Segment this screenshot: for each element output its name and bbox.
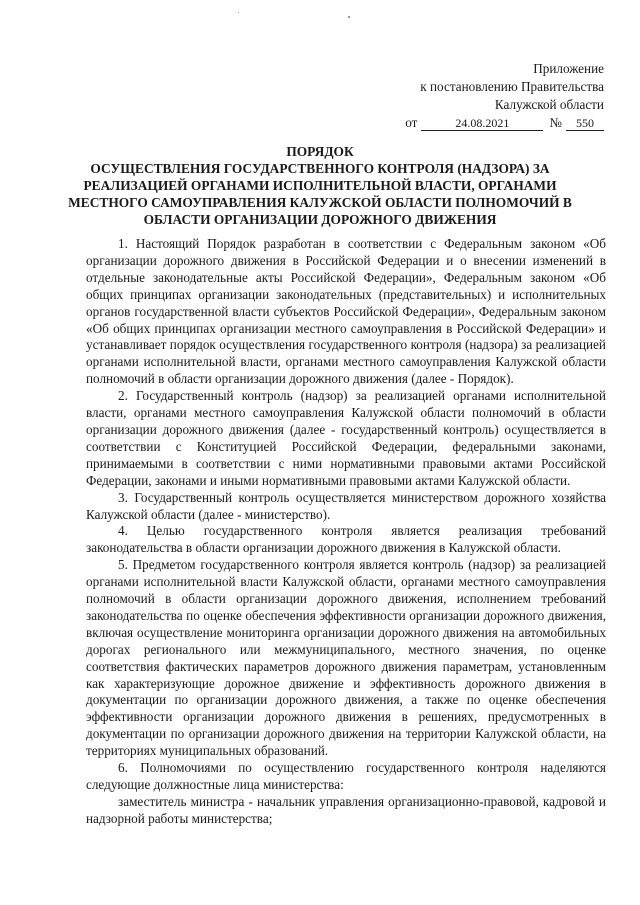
scan-speck [238,12,239,13]
document-title [40,143,600,228]
paragraph-6-item: заместитель министра - начальник управления организационно-правовой, кадровой и надзорной работы министерства; [86,793,606,826]
title-line: РЕАЛИЗАЦИЕЙ ОРГАНАМИ ИСПОЛНИТЕЛЬНОЙ ВЛАСТИ, ОРГАНАМИ [83,178,557,193]
from-label: от [405,115,418,130]
paragraph-4: 4. Целью государственного контроля является реализация требований законодательства в области организации дорожного движения в Калужской области. [86,523,606,556]
title-line: ОСУЩЕСТВЛЕНИЯ ГОСУДАРСТВЕННОГО КОНТРОЛЯ (НАДЗОРА) ЗА [90,161,550,176]
title-line: ПОРЯДОК [286,144,354,159]
annex-region: Калужской области [494,97,604,112]
scan-speck [348,16,350,18]
annex-title: Приложение [533,61,604,76]
resolution-number: 550 [566,116,604,131]
resolution-date: 24.08.2021 [421,116,543,131]
annex-reference: к постановлению Правительства [420,79,604,94]
paragraph-6: 6. Полномочиями по осуществлению государственного контроля наделяются следующие должностные лица министерства: [86,760,606,792]
annex-header [344,60,604,132]
paragraph-1: 1. Настоящий Порядок разработан в соответствии с Федеральным законом «Об организации дорожного движения в Российской Федерации и о внесении изменений в отдельные законодательные акты Российской Федерации», Федеральным законом «Об общих принципах организации законодательных (представительных) и исполнительных органов государственной власти субъектов Российской Федерации», Федеральным законом «Об общих принципах организации местного самоуправления в Российской Федерации» и устанавливает порядок осуществления государственного контроля (надзора) за реализацией органами исполнительной власти, органами местного самоуправления Калужской области полномочий в области организации дорожного движения (далее - Порядок). [86,236,606,387]
paragraph-2: 2. Государственный контроль (надзор) за реализацией органами исполнительной власти, органами местного самоуправления Калужской области полномочий в области организации дорожного движения (далее - государственный контроль) осуществляется в соответствии с Конституцией Российской Федерации, федеральными законами, принимаемыми в соответствии с ними нормативными правовыми актами Российской Федерации, законами и иными нормативными правовыми актами Калужской области. [86,388,606,488]
document-body [86,236,606,828]
number-label: № [549,115,562,130]
paragraph-3: 3. Государственный контроль осуществляется министерством дорожного хозяйства Калужской области (далее - министерство). [86,489,606,522]
title-line: ОБЛАСТИ ОРГАНИЗАЦИИ ДОРОЖНОГО ДВИЖЕНИЯ [143,212,497,227]
paragraph-5: 5. Предметом государственного контроля является контроль (надзор) за реализацией органами исполнительной власти Калужской области, органами местного самоуправления полномочий в области организации дорожного движения, исполнением требований законодательства по оценке обеспечения эффективности организации дорожного движения, включая осуществление мониторинга организации дорожного движения на автомобильных дорогах регионального или межмуниципального, местного значения, по оценке соответствия фактических параметров дорожного движения параметрам, установленным как характеризующие дорожное движение и эффективность дорожного движения в документации по организации дорожного движения, а также по оценке обеспечения эффективности организации дорожного движения в решениях, предусмотренных в документации по организации дорожного движения на территории Калужской области, на территориях муниципальных образований. [86,557,606,759]
annex-date-number-row [344,114,604,132]
title-line: МЕСТНОГО САМОУПРАВЛЕНИЯ КАЛУЖСКОЙ ОБЛАСТИ ПОЛНОМОЧИЙ В [68,195,572,210]
